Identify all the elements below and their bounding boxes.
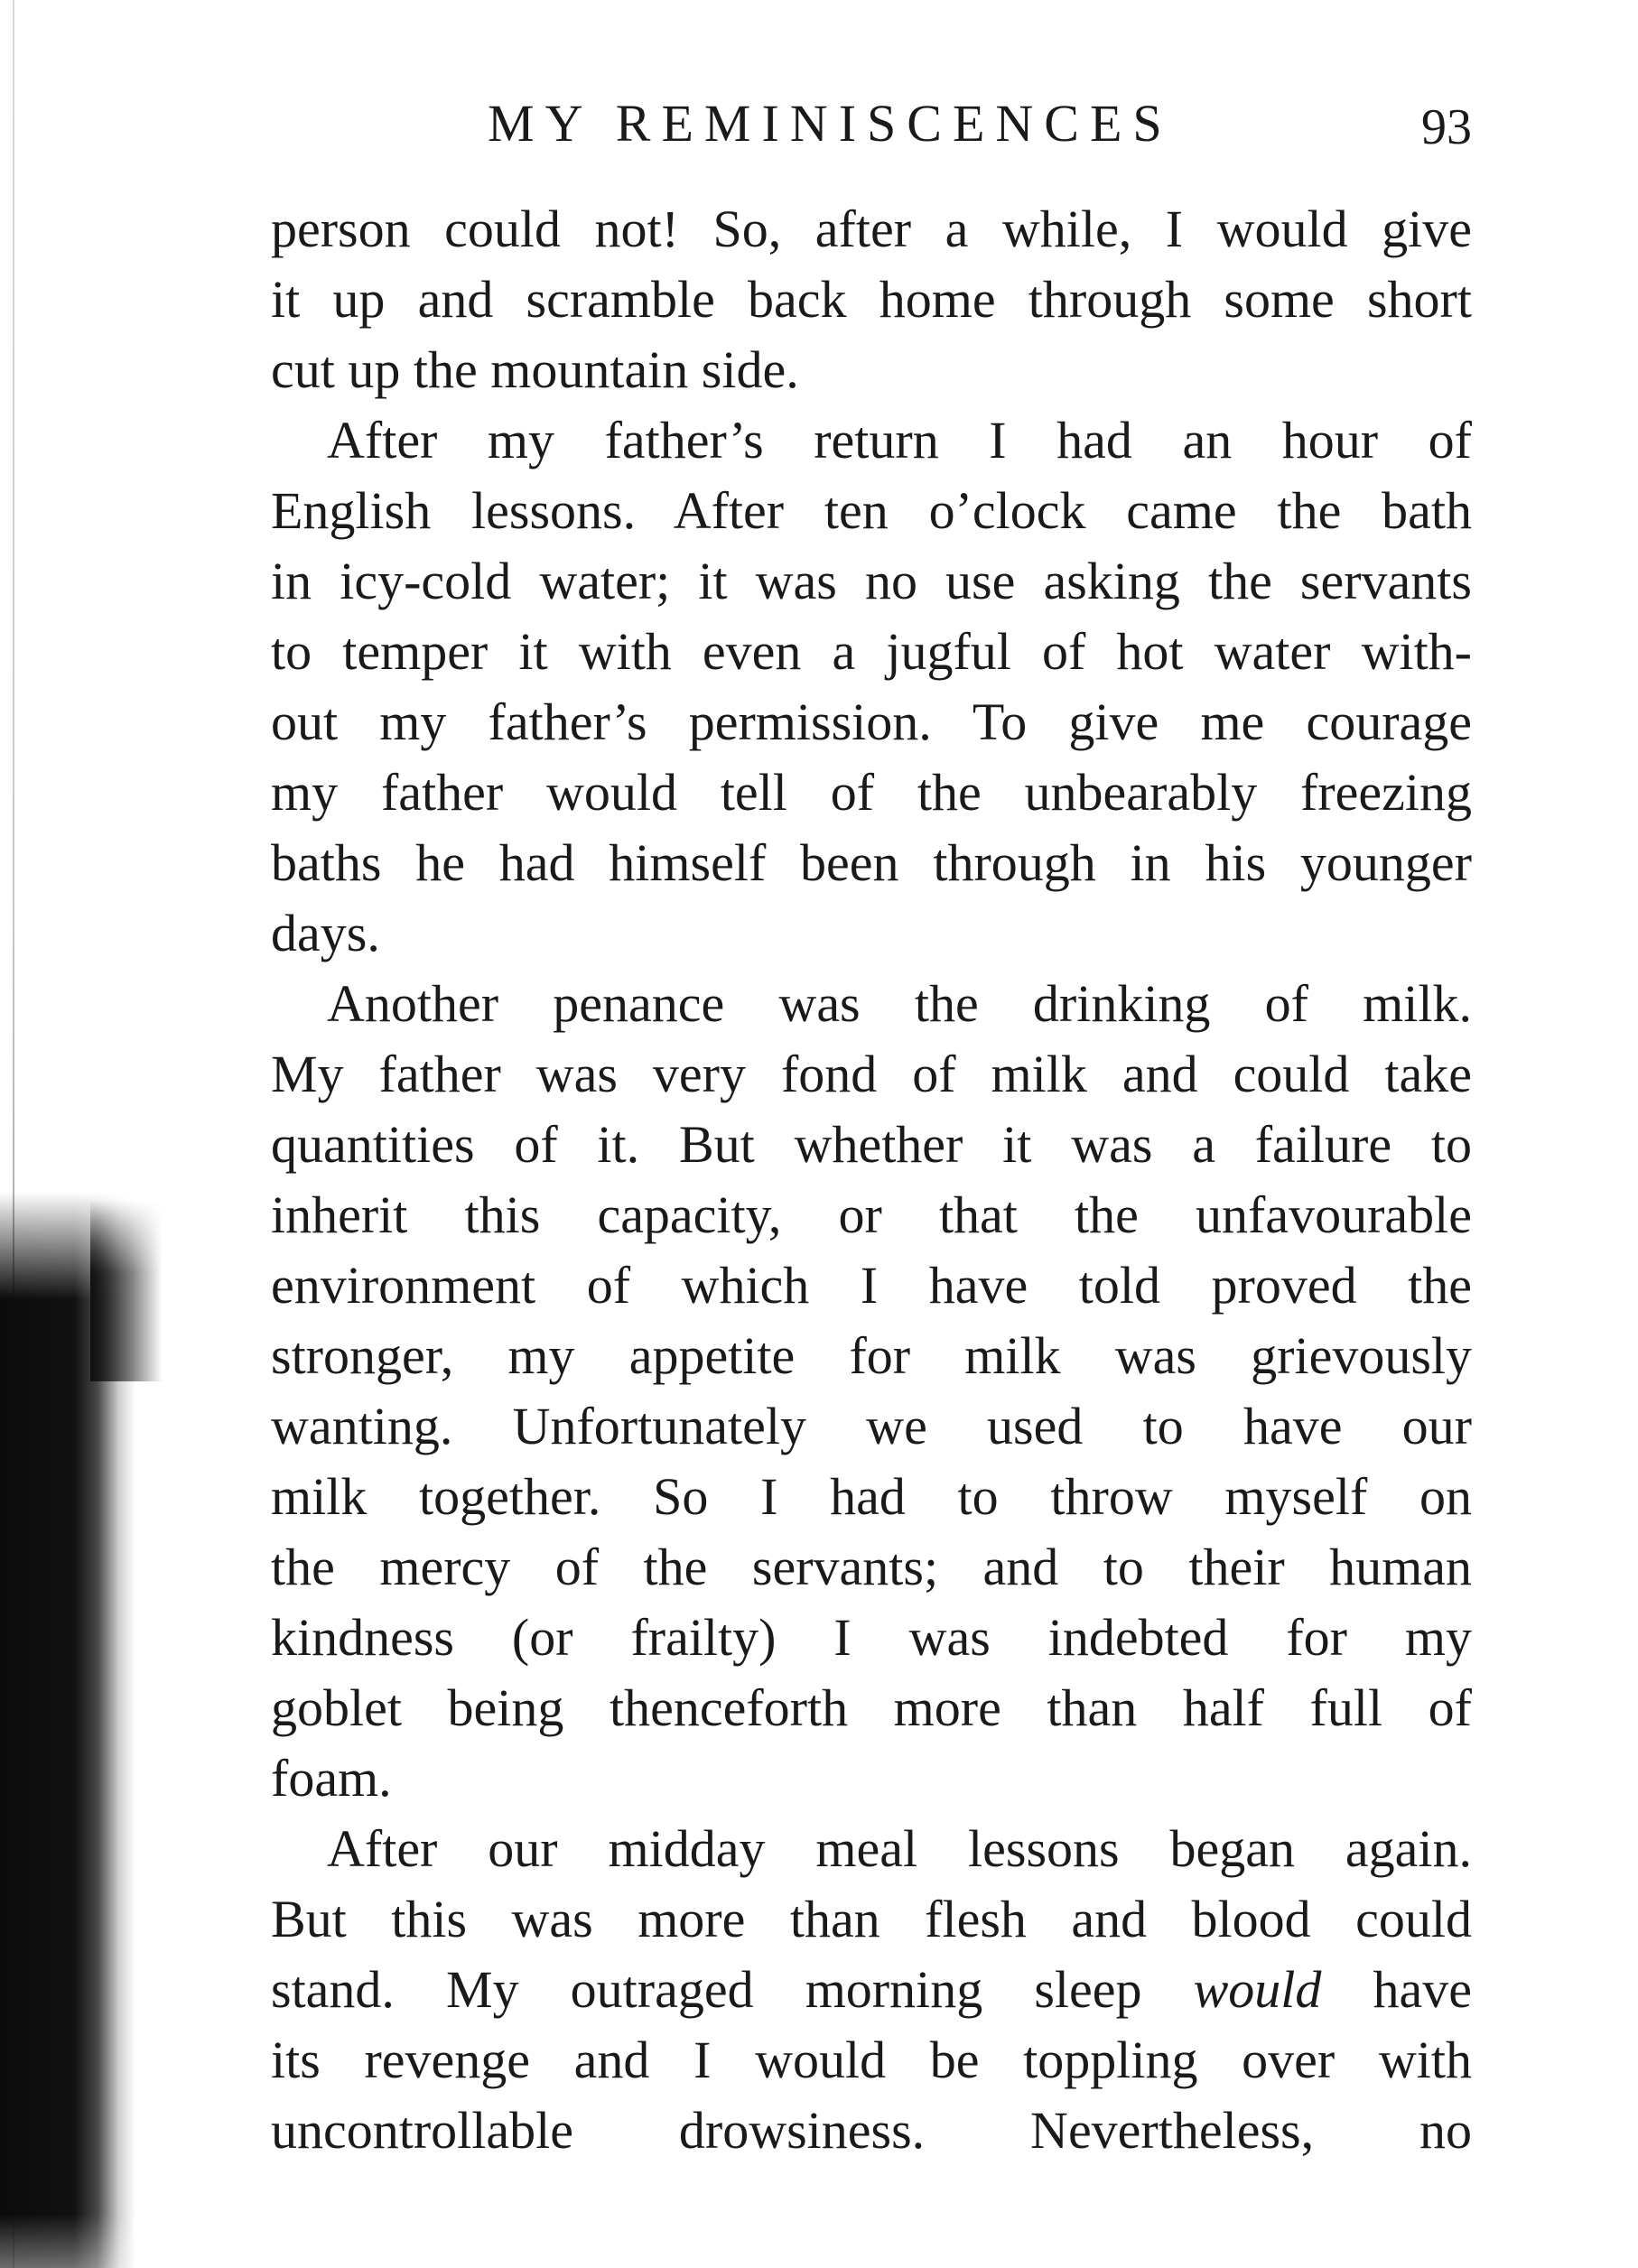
text-line: environment of which I have told proved the — [271, 1256, 1472, 1315]
text-line: foam. — [271, 1749, 392, 1808]
text-line: wanting. Unfortunately we used to have our — [271, 1397, 1472, 1455]
text-line: After our midday meal lessons began again. — [327, 1819, 1472, 1878]
text-line: its revenge and I would be toppling over with — [271, 2031, 1472, 2089]
running-head — [271, 83, 1472, 164]
scan-binding-shadow-edge — [90, 1201, 163, 1381]
italic-word: would — [1193, 1960, 1322, 2019]
text-line: inherit this capacity, or that the unfavourable — [271, 1185, 1472, 1244]
text-line: Another penance was the drinking of milk. — [327, 974, 1472, 1033]
text-line: stronger, my appetite for milk was grievously — [271, 1326, 1472, 1385]
text-line: person could not! So, after a while, I would give — [271, 200, 1472, 258]
text-line: kindness (or frailty) I was indebted for my — [271, 1608, 1472, 1667]
text-line: uncontrollable drowsiness. Nevertheless, no — [271, 2101, 1472, 2160]
text-line: out my father’s permission. To give me courage — [271, 692, 1472, 751]
text-line: English lessons. After ten o’clock came the bath — [271, 481, 1472, 540]
text-line: milk together. So I had to throw myself on — [271, 1467, 1472, 1526]
text-fragment: have — [1373, 1960, 1472, 2019]
text-line: it up and scramble back home through some short — [271, 270, 1472, 329]
text-line: baths he had himself been through in his younger — [271, 833, 1472, 892]
body-text — [271, 194, 1472, 2166]
text-line: goblet being thenceforth more than half full of — [271, 1678, 1472, 1737]
text-line-with-italic — [271, 1955, 1472, 2025]
text-line: cut up the mountain side. — [271, 340, 799, 399]
text-line: But this was more than flesh and blood could — [271, 1890, 1472, 1948]
text-line: the mercy of the servants; and to their human — [271, 1538, 1472, 1596]
text-line: After my father’s return I had an hour of — [327, 411, 1472, 469]
text-line: my father would tell of the unbearably freezing — [271, 763, 1472, 822]
text-line: in icy-cold water; it was no use asking the servants — [271, 552, 1472, 610]
text-fragment: stand. My outraged morning sleep — [271, 1960, 1142, 2019]
page-number: 93 — [1421, 99, 1472, 155]
text-line: days. — [271, 904, 380, 962]
text-line: to temper it with even a jugful of hot water with- — [271, 622, 1472, 681]
text-line: quantities of it. But whether it was a failure to — [271, 1115, 1472, 1174]
text-line: My father was very fond of milk and could take — [271, 1045, 1472, 1103]
running-title: MY REMINISCENCES — [488, 94, 1173, 153]
